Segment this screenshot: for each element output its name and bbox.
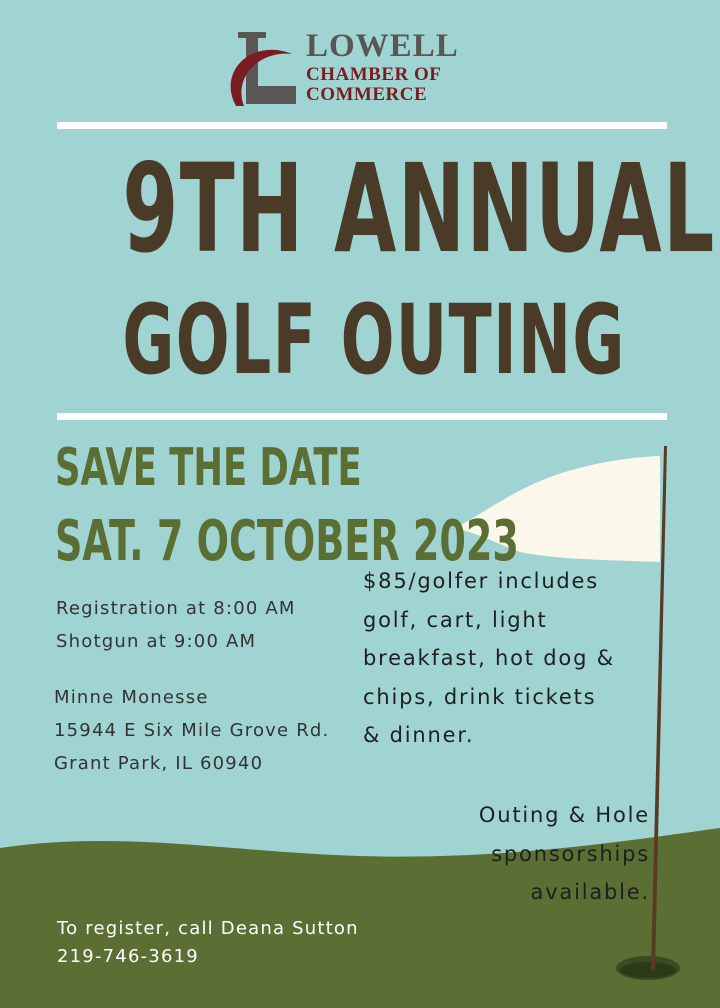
sponsorship-line: sponsorships xyxy=(491,841,650,866)
sponsorship-line: Outing & Hole xyxy=(478,803,650,827)
pricing-line: breakfast, hot dog & xyxy=(363,646,615,670)
pricing-line: $85/golfer includes xyxy=(363,569,600,593)
pricing-line: golf, cart, light xyxy=(363,607,548,632)
bottom-divider xyxy=(57,413,667,420)
logo-subtitle-1: CHAMBER OF xyxy=(306,64,442,85)
pricing-details xyxy=(363,562,615,755)
sponsorship-note xyxy=(479,796,650,912)
save-the-date-heading: SAVE THE DATE xyxy=(55,438,362,498)
chamber-logo-text xyxy=(306,30,506,104)
logo-subtitle-2: COMMERCE xyxy=(306,84,428,105)
venue-address-line1: 15944 E Six Mile Grove Rd. xyxy=(54,720,330,741)
top-divider xyxy=(57,122,667,129)
lowell-logo-icon xyxy=(222,28,302,110)
venue-name: Minne Monesse xyxy=(54,687,209,708)
sponsorship-line: available. xyxy=(530,880,650,904)
register-contact: To register, call Deana Sutton xyxy=(57,918,359,939)
event-date: SAT. 7 OCTOBER 2023 xyxy=(55,509,519,574)
event-title-line1: 9TH ANNUAL xyxy=(122,138,716,280)
venue-address-line2: Grant Park, IL 60940 xyxy=(54,753,264,774)
pricing-line: & dinner. xyxy=(363,723,475,747)
contact-phone: 219-746-3619 xyxy=(57,946,199,967)
event-title-line2: GOLF OUTING xyxy=(122,284,626,396)
pricing-line: chips, drink tickets xyxy=(363,684,597,709)
logo-name: LOWELL xyxy=(306,28,459,64)
shotgun-time: Shotgun at 9:00 AM xyxy=(56,631,257,652)
registration-time: Registration at 8:00 AM xyxy=(56,598,296,619)
